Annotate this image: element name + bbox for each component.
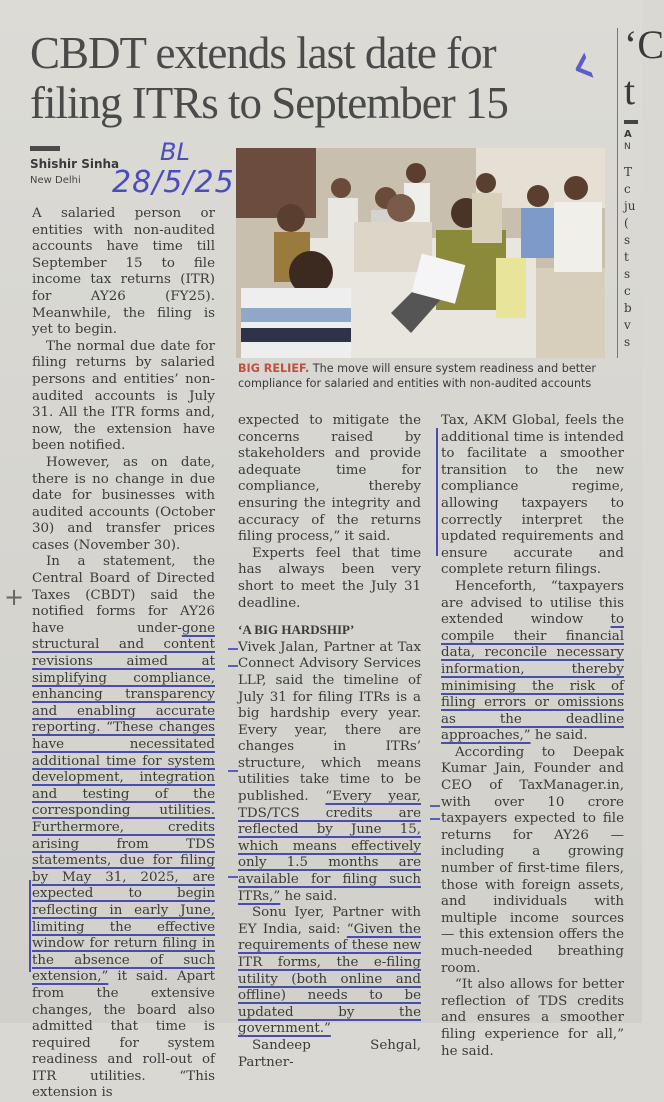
paragraph: A salaried person or entities with non-audited accounts have time till September 15 to file income tax returns (ITR) for AY26 (FY25). Meanwhile, the filing is yet to begin. <box>32 206 215 338</box>
pen-margin-dash <box>430 818 440 820</box>
pen-check-mark-icon: ‹ <box>558 28 606 102</box>
adjacent-headline-start: ‘C <box>624 22 664 67</box>
paragraph-text: Sonu Iyer, Partner with EY India, said: <box>238 905 421 937</box>
body-column-3 <box>441 413 624 1060</box>
pen-underlined-text: “Every year, TDS/TCS credits are reflected by June 15, which means effectively only 1.5 months are available for filing such ITRs,” <box>238 789 421 904</box>
news-photo <box>236 148 605 358</box>
paragraph-text: he said. <box>280 888 338 904</box>
paragraph: Tax, AKM Global, feels the additional time is intended to facilitate a smoother transition to the new compliance regime, allowing taxpayers to correctly interpret the updated requirements and ensure accurate and complete return filings. <box>441 413 624 578</box>
paragraph-text: Vivek Jalan, Partner at Tax Connect Advisory Services LLP, said the timeline of July 31 for filing ITRs is a big hardship every year. Every year, there are changes in ITRs’ structure, which means utilities take time to be published. <box>238 639 421 805</box>
body-column-1 <box>32 206 215 1102</box>
adjacent-dateline-start: N <box>624 142 631 152</box>
adjacent-body-letter: c <box>624 182 631 196</box>
pen-margin-dash <box>228 770 238 772</box>
pen-underlined-text: gone structural and content revisions aimed at simplifying compliance, enhancing transparency and enabling accurate reporting. “These changes have necessitated additional time for system development, integration and testing of the corresponding utilities. Furthermore, credits arising from TDS statements, due for filing by May 31, 2025, are expected to begin reflecting in early June, limiting the effective window for return filing in the absence of such extension,” <box>32 620 215 985</box>
caption-text: The move will ensure system readiness and better compliance for salaried and entities with non-audited accounts <box>238 362 596 390</box>
adjacent-body-letter: b <box>624 301 632 315</box>
adjacent-body-letter: v <box>624 318 631 332</box>
paragraph <box>238 905 421 1038</box>
photo-illustration <box>236 148 605 358</box>
paragraph-text: it said. Apart from the extensive changes, the board also admitted that time is required for system readiness and roll-out of ITR utilities. “This extension is <box>32 969 215 1101</box>
paragraph: According to Deepak Kumar Jain, Founder and CEO of TaxManager.in, with over 10 crore taxpayers expected to file returns for AY26 — including a growing number of first-time filers, those with foreign assets, and individuals with multiple income sources — this extension offers the much-needed breathing room. <box>441 744 624 976</box>
adjacent-body-letter: s <box>624 267 631 281</box>
adjacent-body-letter: T <box>624 165 633 179</box>
adjacent-body-letter: c <box>624 284 631 298</box>
adjacent-headline-line-2-start: t <box>624 68 636 113</box>
paragraph: Sandeep Sehgal, Partner- <box>238 1037 421 1070</box>
margin-plus-mark-icon: + <box>4 583 25 611</box>
pen-margin-dash <box>228 876 238 878</box>
paragraph <box>441 579 624 745</box>
pen-margin-dash <box>228 648 238 650</box>
pen-margin-line <box>436 428 438 556</box>
paragraph-text: Henceforth, “taxpayers are advised to utilise this extended window <box>441 578 624 628</box>
author-name: Shishir Sinha <box>30 157 120 171</box>
headline-line-1: CBDT extends last date for <box>30 28 496 78</box>
adjacent-body-letter: t <box>624 250 629 264</box>
adjacent-body-letter: s <box>624 233 631 247</box>
adjacent-body-letter: ( <box>624 216 629 230</box>
dateline: New Delhi <box>30 175 81 186</box>
pen-margin-dash <box>430 805 440 807</box>
headline <box>30 28 600 128</box>
byline-rule <box>30 146 60 151</box>
paragraph <box>32 554 215 1102</box>
pen-underlined-text: “Given the requirements of these new ITR forms, the e-filing utility (both online and offline) needs to be updated by the government.” <box>238 921 421 1037</box>
pen-margin-dash <box>228 665 238 667</box>
paragraph: “It also allows for better reflection of TDS credits and ensures a smoother filing experience for all,” he said. <box>441 977 624 1059</box>
paragraph: Experts feel that time has always been very short to meet the July 31 deadline. <box>238 545 421 611</box>
headline-line-2: filing ITRs to September 15 <box>30 78 508 128</box>
paragraph: The normal due date for filing returns by salaried persons and entities’ non-audited accounts is July 31. All the ITR forms and, now, the extension have been notified. <box>32 338 215 454</box>
paragraph-text: In a statement, the Central Board of Directed Taxes (CBDT) said the notified forms for AY26 have under- <box>32 554 215 636</box>
paragraph-text: he said. <box>530 728 588 744</box>
handwritten-initials: BL <box>160 138 190 166</box>
paragraph: However, as on date, there is no change in due date for businesses with audited accounts (October 30) and transfer prices cases (November 30). <box>32 454 215 553</box>
body-column-2 <box>238 413 421 1071</box>
adjacent-byline-start: A <box>624 129 632 140</box>
paragraph: expected to mitigate the concerns raised by stakeholders and provide adequate time for compliance, thereby ensuring the integrity and accuracy of the returns filing process,” it said. <box>238 413 421 545</box>
adjacent-body-letter: ju <box>624 199 636 213</box>
caption-kicker: BIG RELIEF. <box>238 362 310 375</box>
handwritten-date: 28/5/25 <box>112 165 235 200</box>
column-divider <box>617 28 618 358</box>
paragraph <box>238 640 421 906</box>
photo-caption <box>238 361 608 391</box>
pen-underlined-text: to compile their financial data, reconcile necessary information, thereby minimising the risk of filing errors or omissions as the deadline approaches,” <box>441 612 624 744</box>
pen-margin-line <box>29 880 31 972</box>
adjacent-article-fragment <box>624 22 664 402</box>
adjacent-body-letter: s <box>624 335 631 349</box>
adjacent-byline-rule <box>624 120 638 124</box>
subheading: ‘A BIG HARDSHIP’ <box>238 622 355 638</box>
